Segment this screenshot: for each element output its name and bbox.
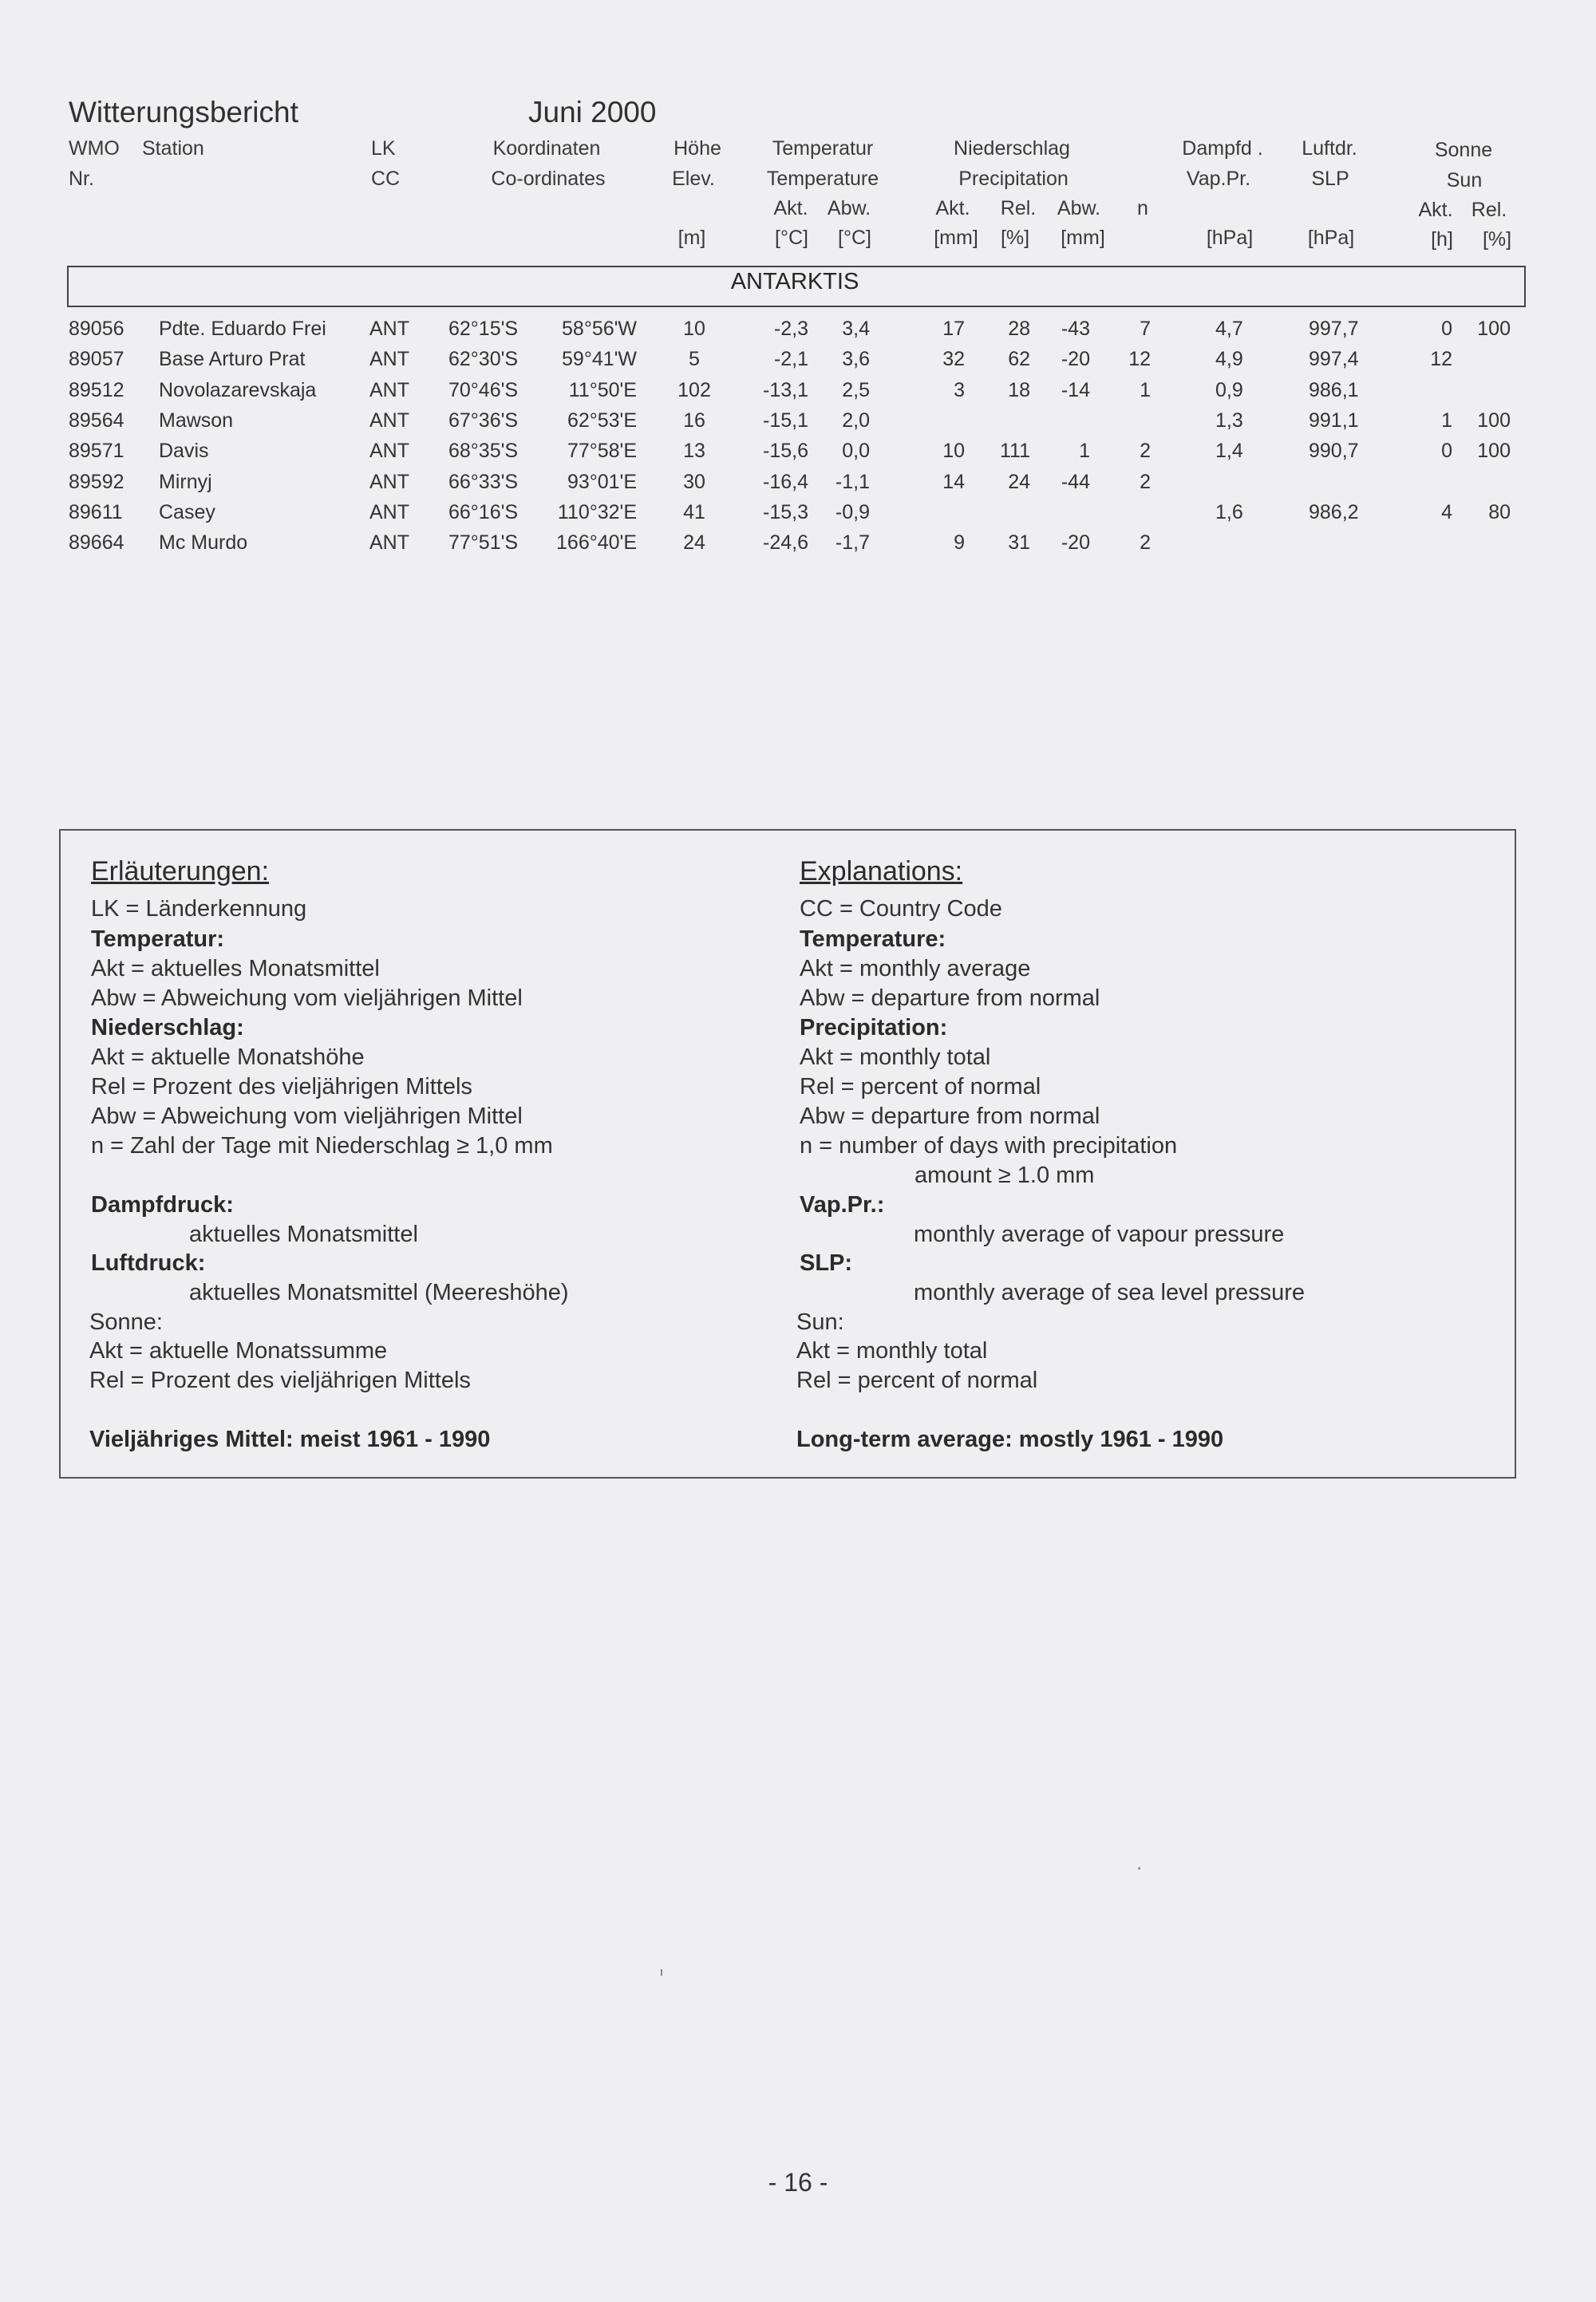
cell-prec-n: 2 <box>1140 470 1151 493</box>
cell-latitude: 66°16'S <box>448 500 519 523</box>
cell-temp-akt: -15,6 <box>763 440 808 463</box>
report-title: Witterungsbericht <box>69 96 298 128</box>
cell-station: Davis <box>159 440 209 463</box>
cell-prec-abw: -20 <box>1061 531 1090 555</box>
cell-longitude: 93°01'E <box>567 470 637 493</box>
table-row <box>0 501 1596 531</box>
cell-prec-akt: 9 <box>954 531 965 555</box>
legend-en-temp-abw: Abw = departure from normal <box>800 985 1100 1011</box>
legend-de-prec-akt: Akt = aktuelle Monatshöhe <box>91 1044 365 1070</box>
header-vappr: Vap.Pr. <box>1186 168 1251 190</box>
cell-sun-akt: 0 <box>1441 440 1452 463</box>
page-number: - 16 - <box>768 2168 828 2197</box>
cell-prec-rel: 28 <box>1008 318 1030 340</box>
cell-elevation: 5 <box>689 348 700 371</box>
cell-elevation: 41 <box>683 500 705 523</box>
cell-lk: ANT <box>369 378 409 401</box>
header-unit-c-akt: [°C] <box>775 227 808 249</box>
header-hoehe: Höhe <box>674 137 721 160</box>
cell-elevation: 30 <box>683 470 705 493</box>
cell-station: Novolazarevskaja <box>159 378 317 401</box>
header-precipitation: Precipitation <box>958 168 1069 190</box>
cell-vapour-pressure: 1,6 <box>1215 500 1243 523</box>
table-row <box>0 471 1596 501</box>
cell-lk: ANT <box>369 470 409 493</box>
cell-latitude: 66°33'S <box>448 470 519 493</box>
header-sun-rel: Rel. <box>1471 199 1507 221</box>
scan-speck <box>1138 1867 1140 1870</box>
cell-temp-abw: -0,9 <box>835 500 870 523</box>
header-temperatur: Temperatur <box>772 137 874 160</box>
cell-station: Mawson <box>159 409 234 432</box>
cell-temp-akt: -16,4 <box>763 470 808 493</box>
header-prec-n: n <box>1137 197 1148 219</box>
header-temperature: Temperature <box>766 168 879 190</box>
cell-prec-abw: 1 <box>1079 440 1090 463</box>
header-luftdr: Luftdr. <box>1302 137 1357 160</box>
cell-sea-level-pressure: 990,7 <box>1309 440 1359 463</box>
header-unit-hpa-vap: [hPa] <box>1206 227 1254 249</box>
cell-station: Mirnyj <box>159 470 212 493</box>
cell-wmo: 89057 <box>69 348 124 371</box>
legend-en-temp-head: Temperature: <box>800 926 946 952</box>
cell-station: Mc Murdo <box>159 531 248 555</box>
cell-wmo: 89592 <box>69 470 124 493</box>
cell-temp-akt: -2,3 <box>773 318 808 340</box>
legend-de-footer: Vieljähriges Mittel: meist 1961 - 1990 <box>89 1427 491 1452</box>
cell-sun-rel: 100 <box>1477 318 1511 340</box>
cell-longitude: 11°50'E <box>568 378 637 401</box>
legend-en-vap-head: Vap.Pr.: <box>800 1192 885 1218</box>
table-row <box>0 318 1596 348</box>
cell-temp-akt: -15,3 <box>763 500 808 523</box>
legend-de-lk: LK = Länderkennung <box>91 896 307 922</box>
cell-vapour-pressure: 1,3 <box>1215 409 1243 432</box>
cell-temp-abw: -1,7 <box>835 531 870 555</box>
legend-en-prec-n: n = number of days with precipitation <box>800 1133 1178 1159</box>
header-unit-mm-akt: [mm] <box>934 227 978 249</box>
legend-en-slp-head: SLP: <box>800 1250 853 1276</box>
header-unit-mm-abw: [mm] <box>1061 227 1105 249</box>
header-nr: Nr. <box>69 168 94 190</box>
header-unit-h: [h] <box>1431 228 1453 251</box>
legend-en-vap-text: monthly average of vapour pressure <box>914 1222 1285 1247</box>
legend-de-prec-rel: Rel = Prozent des vieljährigen Mittels <box>91 1074 472 1100</box>
cell-sun-akt: 1 <box>1441 409 1452 432</box>
header-unit-pct-rel: [%] <box>1000 227 1030 249</box>
cell-elevation: 102 <box>678 378 711 401</box>
header-sonne: Sonne <box>1434 139 1493 161</box>
cell-prec-akt: 14 <box>942 470 965 493</box>
legend-de-temp-akt: Akt = aktuelles Monatsmittel <box>91 956 380 981</box>
scan-speck <box>661 1969 662 1976</box>
cell-vapour-pressure: 4,7 <box>1215 318 1243 340</box>
cell-prec-akt: 3 <box>954 378 965 401</box>
cell-sun-rel: 100 <box>1477 440 1511 463</box>
cell-lk: ANT <box>369 318 409 340</box>
table-row <box>0 409 1596 440</box>
table-row <box>0 440 1596 470</box>
table-row <box>0 379 1596 409</box>
cell-sun-akt: 0 <box>1441 318 1452 340</box>
header-koordinaten: Koordinaten <box>492 137 601 160</box>
legend-de-prec-head: Niederschlag: <box>91 1015 244 1040</box>
cell-longitude: 77°58'E <box>567 440 637 463</box>
legend-en-sun-akt: Akt = monthly total <box>796 1338 988 1364</box>
cell-lk: ANT <box>369 500 409 523</box>
cell-sun-akt: 12 <box>1430 348 1452 371</box>
cell-latitude: 68°35'S <box>448 440 519 463</box>
cell-prec-rel: 24 <box>1008 470 1030 493</box>
legend-de-vap-text: aktuelles Monatsmittel <box>189 1222 418 1247</box>
cell-temp-abw: 0,0 <box>842 440 870 463</box>
cell-prec-akt: 17 <box>942 318 965 340</box>
cell-longitude: 166°40'E <box>556 531 637 555</box>
cell-vapour-pressure: 1,4 <box>1215 440 1243 463</box>
header-sun: Sun <box>1446 169 1483 192</box>
legend-en-prec-akt: Akt = monthly total <box>800 1044 991 1070</box>
cell-elevation: 10 <box>683 318 705 340</box>
header-elev: Elev. <box>672 168 715 190</box>
cell-prec-n: 12 <box>1128 348 1151 371</box>
legend-en-prec-head: Precipitation: <box>800 1015 948 1040</box>
legend-de-prec-n: n = Zahl der Tage mit Niederschlag ≥ 1,0 mm <box>91 1133 553 1159</box>
legend-de-prec-abw: Abw = Abweichung vom vieljährigen Mittel <box>91 1104 523 1129</box>
cell-temp-akt: -13,1 <box>763 378 808 401</box>
cell-prec-n: 2 <box>1140 531 1151 555</box>
header-station: Station <box>142 137 204 160</box>
legend-de-sun-head: Sonne: <box>89 1309 163 1335</box>
header-dampfd: Dampfd . <box>1182 137 1263 160</box>
cell-sea-level-pressure: 991,1 <box>1309 409 1359 432</box>
cell-prec-n: 1 <box>1140 378 1151 401</box>
cell-station: Pdte. Eduardo Frei <box>159 318 326 340</box>
cell-vapour-pressure: 0,9 <box>1215 378 1243 401</box>
legend-de-temp-head: Temperatur: <box>91 926 225 952</box>
cell-prec-rel: 18 <box>1008 378 1030 401</box>
header-temp-abw: Abw. <box>827 197 871 219</box>
report-month: Juni 2000 <box>528 96 657 128</box>
cell-lk: ANT <box>369 348 409 371</box>
cell-temp-akt: -2,1 <box>773 348 808 371</box>
legend-en-prec-n-cont: amount ≥ 1.0 mm <box>915 1163 1095 1188</box>
cell-longitude: 62°53'E <box>567 409 637 432</box>
cell-temp-abw: 3,6 <box>842 348 870 371</box>
legend-de-heading: Erläuterungen: <box>91 856 270 886</box>
cell-prec-abw: -20 <box>1061 348 1090 371</box>
cell-prec-rel: 31 <box>1008 531 1030 555</box>
legend-de-sun-akt: Akt = aktuelle Monatssumme <box>89 1338 388 1364</box>
legend-en-prec-abw: Abw = departure from normal <box>800 1104 1100 1129</box>
header-unit-hpa-slp: [hPa] <box>1307 227 1355 249</box>
header-lk: LK <box>371 137 396 160</box>
cell-sea-level-pressure: 986,1 <box>1309 378 1359 401</box>
cell-vapour-pressure: 4,9 <box>1215 348 1243 371</box>
cell-station: Casey <box>159 500 215 523</box>
legend-en-heading: Explanations: <box>800 856 963 886</box>
cell-latitude: 77°51'S <box>448 531 519 555</box>
header-slp: SLP <box>1311 168 1349 190</box>
header-prec-akt: Akt. <box>935 197 970 219</box>
cell-longitude: 59°41'W <box>562 348 637 371</box>
cell-elevation: 16 <box>683 409 705 432</box>
cell-prec-akt: 10 <box>942 440 965 463</box>
cell-prec-abw: -14 <box>1061 378 1090 401</box>
legend-en-temp-akt: Akt = monthly average <box>800 956 1031 981</box>
header-wmo: WMO <box>69 137 120 160</box>
legend-en-sun-rel: Rel = percent of normal <box>796 1368 1038 1393</box>
cell-lk: ANT <box>369 409 409 432</box>
cell-wmo: 89571 <box>69 440 124 463</box>
legend-de-vap-head: Dampfdruck: <box>91 1192 234 1218</box>
cell-sun-rel: 100 <box>1477 409 1511 432</box>
cell-prec-n: 7 <box>1140 318 1151 340</box>
cell-elevation: 13 <box>683 440 705 463</box>
cell-lk: ANT <box>369 440 409 463</box>
table-row <box>0 348 1596 378</box>
cell-prec-abw: -43 <box>1061 318 1090 340</box>
cell-wmo: 89056 <box>69 318 124 340</box>
cell-sea-level-pressure: 997,7 <box>1309 318 1359 340</box>
cell-elevation: 24 <box>683 531 705 555</box>
header-prec-abw: Abw. <box>1057 197 1101 219</box>
cell-latitude: 62°15'S <box>448 318 519 340</box>
cell-station: Base Arturo Prat <box>159 348 306 371</box>
header-prec-rel: Rel. <box>1000 197 1037 219</box>
cell-prec-rel: 111 <box>999 440 1030 463</box>
header-niederschlag: Niederschlag <box>954 137 1070 160</box>
header-unit-m: [m] <box>678 227 706 249</box>
header-sun-akt: Akt. <box>1418 199 1453 221</box>
table-row <box>0 531 1596 562</box>
cell-prec-akt: 32 <box>942 348 965 371</box>
legend-de-sun-rel: Rel = Prozent des vieljährigen Mittels <box>89 1368 471 1393</box>
cell-temp-abw: 3,4 <box>842 318 870 340</box>
legend-en-cc: CC = Country Code <box>800 896 1002 922</box>
cell-temp-akt: -15,1 <box>763 409 808 432</box>
cell-wmo: 89564 <box>69 409 124 432</box>
cell-latitude: 67°36'S <box>448 409 519 432</box>
cell-wmo: 89664 <box>69 531 124 555</box>
region-label: ANTARKTIS <box>730 269 859 294</box>
legend-de-slp-text: aktuelles Monatsmittel (Meereshöhe) <box>189 1280 569 1305</box>
header-coordinates: Co-ordinates <box>491 168 606 190</box>
cell-temp-abw: 2,5 <box>842 378 870 401</box>
header-temp-akt: Akt. <box>773 197 808 219</box>
cell-temp-abw: 2,0 <box>842 409 870 432</box>
cell-prec-abw: -44 <box>1061 470 1090 493</box>
cell-sun-rel: 80 <box>1488 500 1511 523</box>
cell-sun-akt: 4 <box>1441 500 1452 523</box>
cell-lk: ANT <box>369 531 409 555</box>
cell-longitude: 110°32'E <box>557 500 637 523</box>
header-cc: CC <box>371 168 401 190</box>
legend-de-slp-head: Luftdruck: <box>91 1250 206 1276</box>
cell-latitude: 62°30'S <box>448 348 519 371</box>
cell-temp-abw: -1,1 <box>835 470 870 493</box>
legend-en-slp-text: monthly average of sea level pressure <box>914 1280 1306 1305</box>
cell-temp-akt: -24,6 <box>763 531 808 555</box>
legend-en-footer: Long-term average: mostly 1961 - 1990 <box>796 1427 1224 1452</box>
header-unit-c-abw: [°C] <box>838 227 871 249</box>
cell-longitude: 58°56'W <box>562 318 637 340</box>
header-unit-pct-sun: [%] <box>1482 228 1512 251</box>
legend-en-prec-rel: Rel = percent of normal <box>800 1074 1041 1100</box>
cell-sea-level-pressure: 997,4 <box>1309 348 1359 371</box>
legend-en-sun-head: Sun: <box>796 1309 844 1335</box>
cell-prec-n: 2 <box>1140 440 1151 463</box>
cell-wmo: 89512 <box>69 378 124 401</box>
cell-sea-level-pressure: 986,2 <box>1309 500 1359 523</box>
cell-prec-rel: 62 <box>1008 348 1030 371</box>
legend-de-temp-abw: Abw = Abweichung vom vieljährigen Mittel <box>91 985 523 1011</box>
cell-latitude: 70°46'S <box>448 378 519 401</box>
cell-wmo: 89611 <box>69 500 123 523</box>
